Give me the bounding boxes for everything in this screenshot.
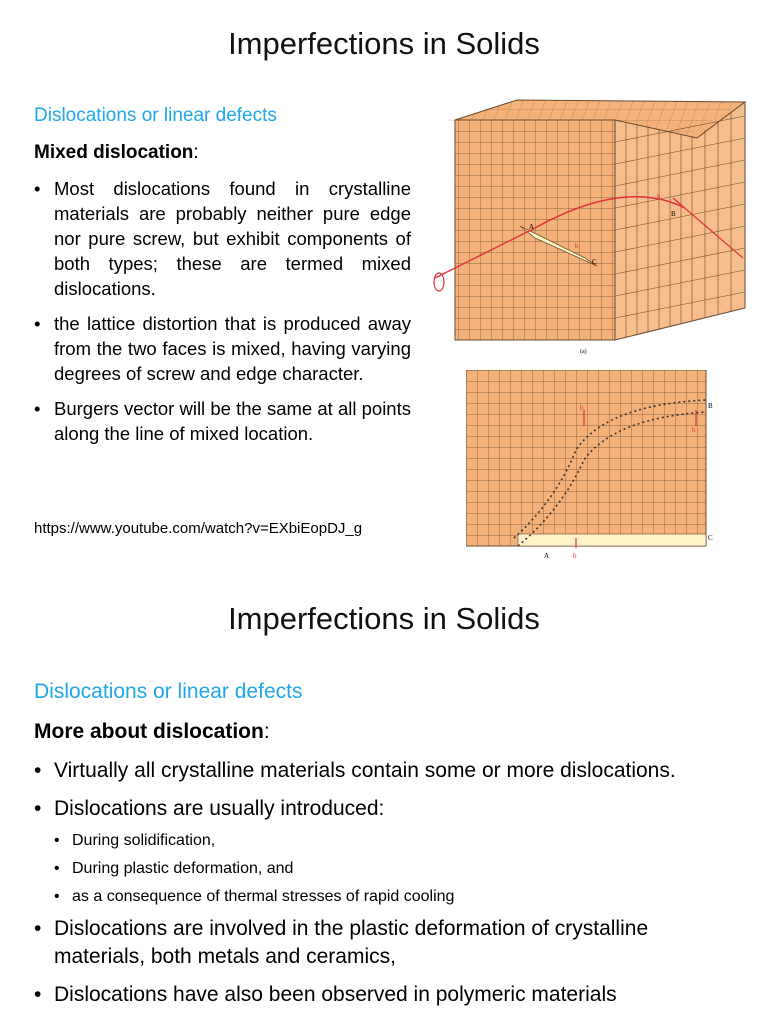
- label-C: C: [592, 258, 597, 266]
- label-B: B: [671, 210, 676, 218]
- mixed-dislocation-2d-figure: [466, 370, 716, 560]
- sub-bullet-item: • During solidification,: [54, 827, 730, 855]
- video-link[interactable]: https://www.youtube.com/watch?v=EXbiEopDJ_g: [34, 520, 363, 537]
- sub-bullet-item: • as a consequence of thermal stresses of rapid cooling: [54, 883, 730, 911]
- label-A: A: [544, 552, 550, 560]
- sub-bullet-item: • During plastic deformation, and: [54, 855, 730, 883]
- label-b2: b: [692, 426, 696, 434]
- bullet-item: • Most dislocations found in crystalline materials are probably neither pure edge nor pure screw, but exhibit components of both types; these are termed mixed dislocations.: [34, 176, 411, 301]
- section-heading: [34, 142, 199, 164]
- slide-subtitle: Dislocations or linear defects: [34, 680, 303, 703]
- label-B: B: [708, 402, 713, 410]
- slide-more-about-dislocation: [0, 575, 768, 1024]
- bullet-item: • Burgers vector will be the same at all points along the line of mixed location.: [34, 396, 411, 446]
- bullet-list: [34, 757, 730, 1009]
- label-A: A: [529, 223, 535, 231]
- label-b3: b: [573, 552, 577, 560]
- mixed-dislocation-3d-figure: [425, 98, 755, 358]
- heading-bold: Mixed dislocation: [34, 142, 194, 163]
- heading-suffix: :: [263, 720, 270, 743]
- slide-subtitle: Dislocations or linear defects: [34, 105, 277, 126]
- heading-bold: More about dislocation: [34, 720, 264, 743]
- section-heading: [34, 720, 270, 744]
- sub-bullet-list: [54, 827, 730, 911]
- bullet-item: • Dislocations have also been observed in polymeric materials: [34, 981, 730, 1009]
- heading-suffix: :: [193, 142, 199, 163]
- bullet-item: [34, 795, 730, 911]
- label-C: C: [708, 534, 713, 542]
- bullet-list: [34, 176, 411, 446]
- bullet-text: Dislocations are usually introduced:: [54, 797, 385, 820]
- slide-title: Imperfections in Solids: [228, 601, 540, 636]
- label-b2: b: [575, 242, 579, 250]
- bullet-item: • Dislocations are involved in the plastic deformation of crystalline materials, both metals and ceramics,: [34, 915, 730, 971]
- bullet-item: • the lattice distortion that is produced away from the two faces is mixed, having varying degrees of screw and edge character.: [34, 311, 411, 386]
- bullet-item: • Virtually all crystalline materials contain some or more dislocations.: [34, 757, 730, 785]
- slide-title: Imperfections in Solids: [228, 26, 540, 61]
- label-b1: b: [657, 193, 661, 201]
- figure-caption: (a): [580, 349, 587, 355]
- label-b1: b: [580, 404, 584, 412]
